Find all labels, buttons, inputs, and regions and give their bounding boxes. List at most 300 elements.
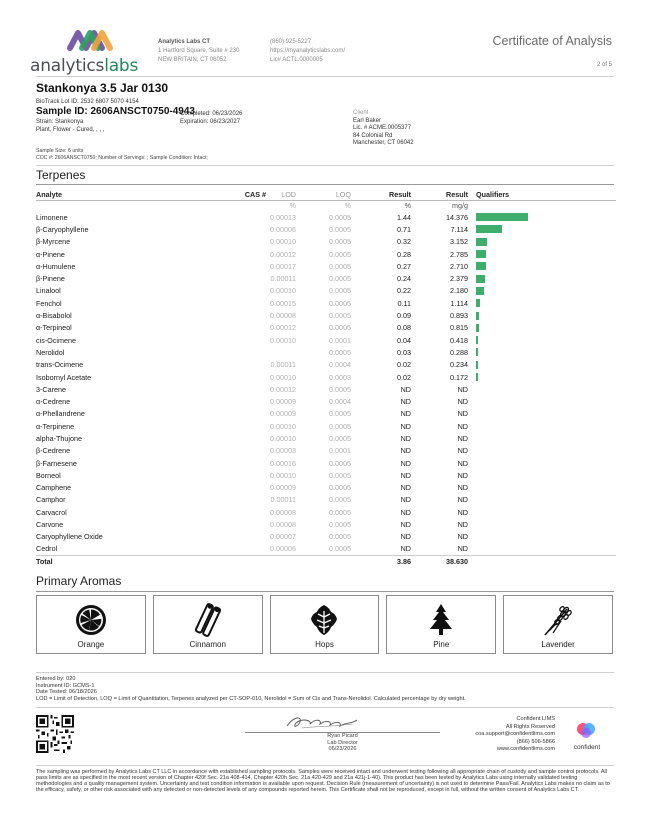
lod-cell: 0.00009 (270, 409, 296, 419)
result-mg-cell: 2.379 (450, 274, 468, 284)
coc-number: COC #: 2606ANSCT0750; Number of Servings: ; Sample Condition: Intact; (36, 155, 208, 161)
result-pct-cell: 0.71 (397, 224, 411, 234)
lod-cell: 0.00011 (270, 360, 296, 370)
col-header-cas: CAS # (211, 190, 266, 200)
lab-website[interactable]: https://myanalyticslabs.com/ (270, 48, 346, 54)
lod-cell: 0.00010 (270, 433, 296, 443)
concentration-bar (476, 275, 485, 283)
qualifier-bar-cell (476, 285, 616, 297)
lod-cell: 0.00016 (270, 458, 296, 468)
lod-cell: 0.00008 (270, 311, 296, 321)
lab-phone: (860) 925-5227 (270, 39, 312, 45)
analyte-cell: Camphene (36, 483, 72, 493)
cas-cell (211, 383, 266, 395)
loq-cell: 0.0005 (329, 470, 351, 480)
sample-meta (36, 148, 208, 162)
cas-cell (211, 494, 266, 506)
table-header-row (36, 190, 616, 200)
spacer-cell (468, 223, 476, 235)
spacer-cell (468, 334, 476, 346)
aroma-card-cinnamon (153, 595, 263, 654)
analyte-cell: Caryophyllene Oxide (36, 532, 103, 542)
result-pct-cell: 0.09 (397, 311, 411, 321)
result-pct-cell: ND (400, 384, 411, 394)
confident-logo-text: confident (573, 744, 601, 751)
table-row (36, 260, 616, 272)
loq-cell: 0.0005 (329, 261, 351, 271)
result-mg-cell: 2.180 (450, 286, 468, 296)
qualifier-bar-cell (476, 494, 616, 506)
spacer-cell (468, 395, 476, 407)
lod-cell (266, 346, 296, 358)
concentration-bar (476, 225, 502, 233)
table-row (36, 395, 616, 407)
entered-by: Entered by: 020 (36, 676, 76, 682)
table-row (36, 408, 616, 420)
concentration-bar (476, 336, 478, 344)
cas-cell (211, 334, 266, 346)
spacer-cell (468, 432, 476, 444)
result-mg-cell: ND (457, 421, 468, 431)
confident-logo-icon (563, 720, 611, 740)
col-header-spacer (468, 190, 476, 200)
client-info (353, 110, 414, 148)
analyte-cell: trans-Ocimene (36, 360, 84, 370)
spacer-cell (468, 408, 476, 420)
aroma-card-pine (386, 595, 496, 654)
result-mg-cell: ND (457, 495, 468, 505)
aroma-label: Hops (315, 640, 334, 649)
total-spacer (468, 555, 476, 567)
lims-email[interactable]: coa.support@confidentlims.com (475, 731, 555, 738)
table-row (36, 531, 616, 543)
qualifier-bar-cell (476, 408, 616, 420)
lod-cell: 0.00010 (270, 237, 296, 247)
qualifier-bar-cell (476, 506, 616, 518)
lab-license: Lic# ACTL.0000005 (270, 57, 323, 63)
terpenes-title-underline (36, 184, 614, 185)
header-divider (36, 76, 614, 77)
sample-identifiers (36, 98, 195, 134)
instrument-id: Instrument ID: GCMS-1 (36, 682, 95, 689)
loq-cell: 0.0003 (329, 372, 351, 382)
aroma-card-hops (270, 595, 380, 654)
spacer-cell (468, 531, 476, 543)
cas-cell (211, 223, 266, 235)
lod-cell: 0.00012 (270, 323, 296, 333)
result-pct-cell: ND (400, 532, 411, 542)
total-mg: 38.630 (411, 555, 468, 567)
lod-cell: 0.00010 (270, 286, 296, 296)
result-mg-cell: ND (457, 470, 468, 480)
result-pct-cell: 0.08 (397, 323, 411, 333)
col-header-lod: LOD (266, 190, 296, 200)
director-name: Ryan Picard (327, 733, 358, 739)
loq-cell: 0.0005 (329, 274, 351, 284)
spacer-cell (468, 494, 476, 506)
unit-result-mg: mg/g (452, 201, 468, 211)
test-meta (36, 676, 466, 702)
spacer-cell (468, 457, 476, 469)
unit-lod: % (289, 201, 296, 211)
result-mg-cell: ND (457, 544, 468, 554)
result-mg-cell: ND (457, 409, 468, 419)
lod-cell: 0.00013 (270, 212, 296, 222)
aroma-label: Lavender (541, 640, 575, 649)
spacer-cell (468, 297, 476, 309)
result-mg-cell: 1.114 (450, 298, 468, 308)
analyte-cell: 3-Carene (36, 384, 66, 394)
cas-cell (211, 211, 266, 223)
qualifier-bar-cell (476, 260, 616, 272)
loq-cell: 0.0005 (329, 286, 351, 296)
lims-rights: All Rights Reserved (505, 723, 555, 730)
result-mg-cell: 0.815 (450, 323, 468, 333)
result-mg-cell: 2.710 (450, 261, 468, 271)
cas-cell (211, 359, 266, 371)
total-qualifier (476, 555, 616, 567)
spacer-cell (468, 469, 476, 481)
notes-divider (36, 707, 614, 708)
table-row (36, 469, 616, 481)
result-pct-cell: 0.11 (397, 298, 411, 308)
result-pct-cell: 0.24 (397, 274, 411, 284)
cas-cell (211, 420, 266, 432)
concentration-bar (476, 324, 479, 332)
col-header-result-mg: Result (411, 190, 468, 200)
disclaimer-divider (36, 765, 614, 766)
lims-phone: (866) 506-5866 (516, 738, 555, 745)
table-row (36, 223, 616, 235)
spacer-cell (468, 420, 476, 432)
client-label: Client (353, 110, 369, 116)
loq-cell: 0.0005 (329, 384, 351, 394)
cas-cell (211, 408, 266, 420)
units-row (36, 200, 616, 211)
aroma-card-lavender (503, 595, 613, 654)
table-row (36, 432, 616, 444)
result-pct-cell: 0.32 (397, 237, 411, 247)
lod-cell: 0.00006 (270, 544, 296, 554)
qr-code-icon[interactable] (36, 715, 74, 753)
director-signature-icon (282, 712, 362, 732)
aroma-label: Orange (77, 640, 105, 649)
analyte-cell: Nerolidol (36, 347, 65, 357)
result-pct-cell: 0.28 (397, 249, 411, 259)
qualifier-bar-cell (476, 469, 616, 481)
lod-cell: 0.00010 (270, 470, 296, 480)
analyte-cell: β-Caryophyllene (36, 224, 89, 234)
analyte-cell: α-Bisabolol (36, 311, 72, 321)
lod-cell: 0.00010 (270, 335, 296, 345)
cas-cell (211, 531, 266, 543)
table-row (36, 506, 616, 518)
total-lod (266, 555, 296, 567)
hops-icon (307, 603, 341, 637)
result-pct-cell: 0.03 (397, 347, 411, 357)
analyte-cell: Cedrol (36, 544, 58, 554)
concentration-bar (476, 373, 478, 381)
cas-cell (211, 445, 266, 457)
table-row (36, 371, 616, 383)
qualifier-bar-cell (476, 322, 616, 334)
result-pct-cell: ND (400, 544, 411, 554)
client-address-line1: 84 Colonial Rd (353, 132, 393, 139)
table-row (36, 322, 616, 334)
spacer-cell (468, 236, 476, 248)
qualifier-bar-cell (476, 482, 616, 494)
lab-contact (270, 38, 345, 65)
analyte-cell: alpha-Thujone (36, 433, 82, 443)
loq-cell: 0.0005 (329, 298, 351, 308)
client-name: Earl Baker (353, 117, 382, 124)
lod-cell: 0.00006 (270, 224, 296, 234)
qualifier-bar-cell (476, 383, 616, 395)
spacer-cell (468, 272, 476, 284)
result-pct-cell: 0.04 (397, 335, 411, 345)
result-mg-cell: 2.785 (450, 249, 468, 259)
qualifier-bar-cell (476, 236, 616, 248)
spacer-cell (468, 543, 476, 555)
result-pct-cell: ND (400, 495, 411, 505)
cas-cell (211, 457, 266, 469)
lab-info (158, 38, 239, 65)
analyte-cell: Linalool (36, 286, 61, 296)
table-row (36, 248, 616, 260)
analyte-cell: β-Cedrene (36, 446, 71, 456)
director-date: 06/23/2026 (328, 746, 357, 752)
analyte-cell: α-Humulene (36, 261, 76, 271)
pine-tree-icon (424, 603, 458, 637)
lims-name: Confident LIMS (516, 716, 555, 722)
result-pct-cell: ND (400, 458, 411, 468)
aromas-title: Primary Aromas (36, 574, 122, 588)
analyte-cell: Carvacrol (36, 507, 67, 517)
lims-info (475, 716, 555, 754)
confident-logo (563, 720, 611, 750)
spacer-cell (468, 371, 476, 383)
result-mg-cell: ND (457, 483, 468, 493)
result-pct-cell: 0.02 (397, 372, 411, 382)
qualifier-bar-cell (476, 272, 616, 284)
disclaimer-text: The sampling was performed by Analytics Labs CT LLC in accordance with established sampling protocols. Samples were received intact and underwent testing following all appropriate chain of custody and sample control protocols. All pass limits are as specified in the most recent version of Chapter 420f Sec. 21a 408-414, Chapter 420h Sec. 21a 420-429 and 21a 421j-1-40). This product has been tested by Analytics Labs using internally validated testing methodologies and a quality management system. Uncertainty and test condition information is available upon request. Decision Rule (measurement of uncertainty) is not used to determine Pass/Fail. Analytics Labs makes no claim as to the efficacy, safety, or other risk associated with any detected or non-detected levels of any compounds reported herein. This Certificate shall not be reproduced, except in full, without the written consent of Analytics Labs CT. (36, 769, 610, 793)
loq-cell: 0.0005 (329, 409, 351, 419)
lab-address-line2: NEW BRITAIN, CT 06052 (158, 57, 227, 63)
result-mg-cell: ND (457, 520, 468, 530)
cas-cell (211, 518, 266, 530)
biotrack-lot-id: BioTrack Lot ID: 2532 6807 5070 4154 (36, 99, 139, 105)
lod-cell: 0.00007 (270, 532, 296, 542)
cas-cell (211, 248, 266, 260)
table-row (36, 383, 616, 395)
loq-cell: 0.0005 (329, 532, 351, 542)
total-label: Total (36, 555, 211, 567)
spacer-cell (468, 346, 476, 358)
col-header-analyte: Analyte (36, 190, 211, 200)
loq-cell: 0.0005 (329, 520, 351, 530)
page-number: 2 of 5 (596, 62, 612, 68)
analyte-cell: Carvone (36, 520, 64, 530)
sample-size: Sample Size: 6 units (36, 148, 84, 154)
table-row (36, 285, 616, 297)
qualifier-bar-cell (476, 518, 616, 530)
lod-cell: 0.00011 (270, 274, 296, 284)
spacer-cell (468, 248, 476, 260)
lab-name: Analytics Labs CT (158, 39, 211, 45)
qualifier-bar-cell (476, 223, 616, 235)
spacer-cell (468, 383, 476, 395)
spacer-cell (468, 482, 476, 494)
lod-cell: 0.00008 (270, 520, 296, 530)
loq-cell: 0.0005 (329, 323, 351, 333)
qualifier-bar-cell (476, 334, 616, 346)
table-row (36, 494, 616, 506)
footer-divider (36, 672, 614, 673)
table-row (36, 543, 616, 555)
spacer-cell (468, 211, 476, 223)
loq-cell: 0.0005 (329, 224, 351, 234)
qualifier-bar-cell (476, 432, 616, 444)
cas-cell (211, 432, 266, 444)
concentration-bar (476, 361, 478, 369)
loq-cell: 0.0004 (329, 360, 351, 370)
lod-cell: 0.00015 (270, 298, 296, 308)
result-pct-cell: 1.44 (397, 212, 411, 222)
lod-cell: 0.00011 (270, 495, 296, 505)
lab-address-line1: 1 Hartford Square, Suite # 230 (158, 48, 240, 54)
lims-website[interactable]: www.confidentlims.com (496, 746, 555, 753)
loq-cell: 0.0005 (329, 421, 351, 431)
director-title: Lab Director (327, 739, 358, 746)
result-mg-cell: ND (457, 458, 468, 468)
qualifier-bar-cell (476, 457, 616, 469)
qualifier-bar-cell (476, 531, 616, 543)
analyte-cell: α-Pinene (36, 249, 65, 259)
table-row (36, 445, 616, 457)
result-mg-cell: 3.152 (450, 237, 468, 247)
concentration-bar (476, 348, 478, 356)
concentration-bar (476, 238, 487, 246)
spacer-cell (468, 359, 476, 371)
qualifier-bar-cell (476, 359, 616, 371)
result-mg-cell: 7.114 (450, 224, 468, 234)
result-mg-cell: 0.418 (450, 335, 468, 345)
cinnamon-sticks-icon (191, 603, 225, 637)
result-pct-cell: ND (400, 507, 411, 517)
product-name: Stankonya 3.5 Jar 0130 (36, 81, 169, 95)
cas-cell (211, 371, 266, 383)
expiration-date: Expiration: 06/23/2027 (180, 119, 241, 125)
aromas-row (36, 595, 613, 654)
lod-cell: 0.00017 (270, 261, 296, 271)
logo-wordmark: analyticslabs (30, 56, 139, 76)
spacer-cell (468, 506, 476, 518)
spacer-cell (468, 309, 476, 321)
col-header-qualifiers: Qualifiers (476, 190, 616, 200)
loq-cell: 0.0001 (329, 446, 351, 456)
total-loq (296, 555, 351, 567)
loq-cell: 0.0005 (329, 249, 351, 259)
date-tested: Date Tested: 06/18/2026 (36, 689, 97, 695)
table-row (36, 359, 616, 371)
result-pct-cell: ND (400, 409, 411, 419)
col-header-loq: LOQ (296, 190, 351, 200)
table-row (36, 309, 616, 321)
analyte-cell: Isobornyl Acetate (36, 372, 92, 382)
result-mg-cell: 0.172 (450, 372, 468, 382)
concentration-bar (476, 312, 479, 320)
loq-cell: 0.0005 (329, 311, 351, 321)
total-pct: 3.86 (351, 555, 411, 567)
result-pct-cell: ND (400, 421, 411, 431)
lod-cell: 0.00012 (270, 249, 296, 259)
units-cell-spacer (468, 200, 476, 211)
table-row (36, 420, 616, 432)
lod-cell: 0.00009 (270, 483, 296, 493)
units-cell-cas (211, 200, 266, 211)
result-pct-cell: 0.02 (397, 360, 411, 370)
qualifier-bar-cell (476, 445, 616, 457)
concentration-bar (476, 287, 484, 295)
result-pct-cell: ND (400, 397, 411, 407)
col-header-result-pct: Result (351, 190, 411, 200)
method-notes: LOD = Limit of Detection, LOQ = Limit of Quantitation, Terpenes analyzed per CT-SOP-010, Nerolidol = Sum of Cis and Trans-Nerolidol. Calculated percentage by dry weight. (36, 695, 466, 702)
analyte-cell: α-Cedrene (36, 397, 71, 407)
qualifier-bar-cell (476, 420, 616, 432)
spacer-cell (468, 260, 476, 272)
logo-mountains-icon (30, 28, 155, 58)
result-pct-cell: ND (400, 470, 411, 480)
loq-cell: 0.0005 (329, 544, 351, 554)
analyte-cell: Camphor (36, 495, 66, 505)
analyte-cell: cis-Ocimene (36, 335, 76, 345)
director-block (245, 733, 440, 753)
sample-id: Sample ID: 2606ANSCT0750-4943 (36, 106, 195, 117)
qualifier-bar-cell (476, 297, 616, 309)
result-mg-cell: 0.893 (450, 311, 468, 321)
lod-cell: 0.00003 (270, 446, 296, 456)
loq-cell: 0.0004 (329, 397, 351, 407)
client-address-line2: Manchester, CT 06042 (353, 140, 414, 146)
company-logo (30, 28, 155, 76)
qualifier-bar-cell (476, 346, 616, 358)
spacer-cell (468, 518, 476, 530)
table-row (36, 482, 616, 494)
result-pct-cell: 0.22 (397, 286, 411, 296)
result-mg-cell: ND (457, 532, 468, 542)
aromas-title-underline (36, 591, 614, 592)
result-pct-cell: ND (400, 446, 411, 456)
result-mg-cell: ND (457, 397, 468, 407)
loq-cell: 0.0005 (329, 495, 351, 505)
table-row (36, 297, 616, 309)
cas-cell (211, 482, 266, 494)
lod-cell: 0.00010 (270, 372, 296, 382)
result-pct-cell: ND (400, 433, 411, 443)
table-row (36, 346, 616, 358)
cas-cell (211, 543, 266, 555)
units-cell-analyte (36, 200, 211, 211)
terpenes-title: Terpenes (36, 168, 86, 182)
cas-cell (211, 322, 266, 334)
spacer-cell (468, 445, 476, 457)
lod-cell: 0.00009 (270, 397, 296, 407)
result-mg-cell: 0.234 (450, 360, 468, 370)
result-pct-cell: ND (400, 483, 411, 493)
cas-cell (211, 236, 266, 248)
result-mg-cell: ND (457, 433, 468, 443)
analyte-cell: β-Myrcene (36, 237, 71, 247)
